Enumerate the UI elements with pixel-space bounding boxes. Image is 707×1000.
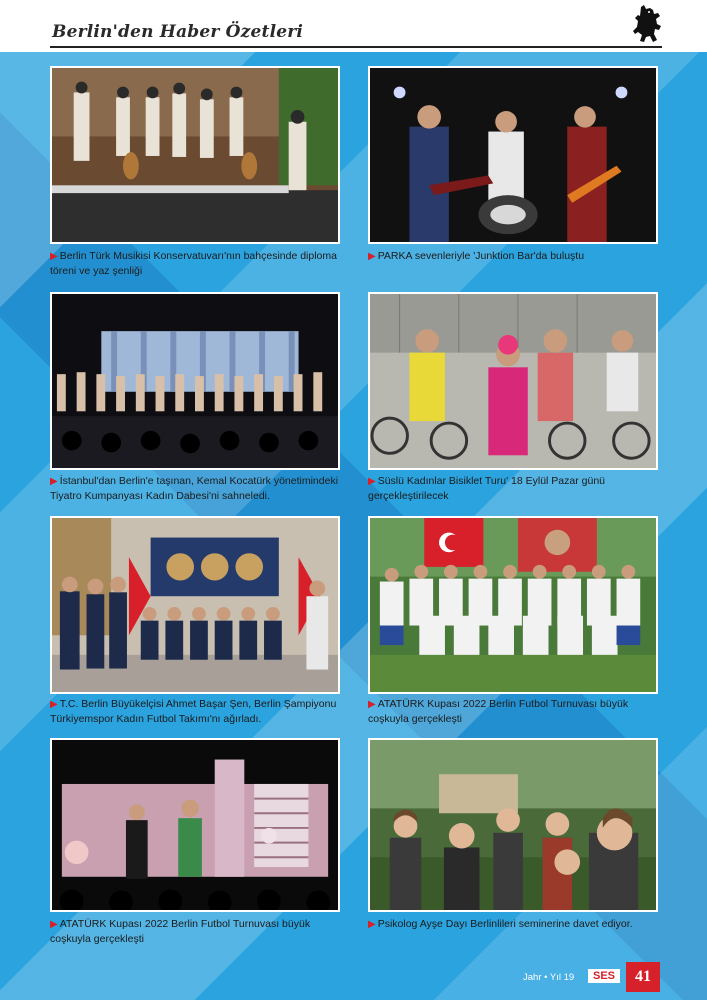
bullet-triangle-icon: ▶ [368,919,376,930]
bullet-triangle-icon: ▶ [368,476,376,487]
page-header [0,0,707,52]
header-rule [50,46,662,48]
bullet-triangle-icon: ▶ [50,699,58,710]
page-number: 41 [626,962,660,992]
caption-7: ▶ ATATÜRK Kupası 2022 Berlin Futbol Turnuvası büyük coşkuyla gerçekleşti [50,918,311,945]
bullet-triangle-icon: ▶ [368,251,376,262]
bicycle-tour-photo [368,292,658,470]
bullet-triangle-icon: ▶ [50,476,58,487]
seminar-group-photo [368,738,658,912]
puppet-show-photo [50,738,340,912]
bullet-triangle-icon: ▶ [368,699,376,710]
caption-4: ▶ Süslü Kadınlar Bisiklet Turu' 18 Eylül Pazar günü gerçekleştirilecek [368,475,605,502]
bullet-triangle-icon: ▶ [50,251,58,262]
bullet-triangle-icon: ▶ [50,919,58,930]
caption-5: ▶ T.C. Berlin Büyükelçisi Ahmet Başar Şen, Berlin Şampiyonu Türkiyemspor Kadın Futbol Takımı'nı ağırladı. [50,698,337,725]
caption-3: ▶ İstanbul'dan Berlin'e taşınan, Kemal Kocatürk yönetimindeki Tiyatro Kumpanyası Kadın Dabesi'ni sahneledi. [50,475,339,502]
caption-2: ▶ PARKA sevenleriyle 'Junktion Bar'da buluştu [368,250,585,262]
ses-logo: SES [588,969,620,983]
concert-stage-photo [50,66,340,244]
issue-year-label: Jahr • Yıl 19 [523,972,575,983]
caption-6: ▶ ATATÜRK Kupası 2022 Berlin Futbol Turnuvası büyük coşkuyla gerçekleşti [368,698,629,725]
caption-8: ▶ Psikolog Ayşe Dayı Berlinlileri seminerine davet ediyor. [368,918,633,930]
womens-football-team-photo [50,516,340,694]
section-title: Berlin'den Haber Özetleri [52,22,304,42]
caption-1: ▶ Berlin Türk Musikisi Konservatuvarı'nın bahçesinde diploma töreni ve yaz şenliği [50,250,337,277]
ataturk-cup-team-photo [368,516,658,694]
berlin-bear-icon [632,4,662,44]
band-photo [368,66,658,244]
theater-photo [50,292,340,470]
